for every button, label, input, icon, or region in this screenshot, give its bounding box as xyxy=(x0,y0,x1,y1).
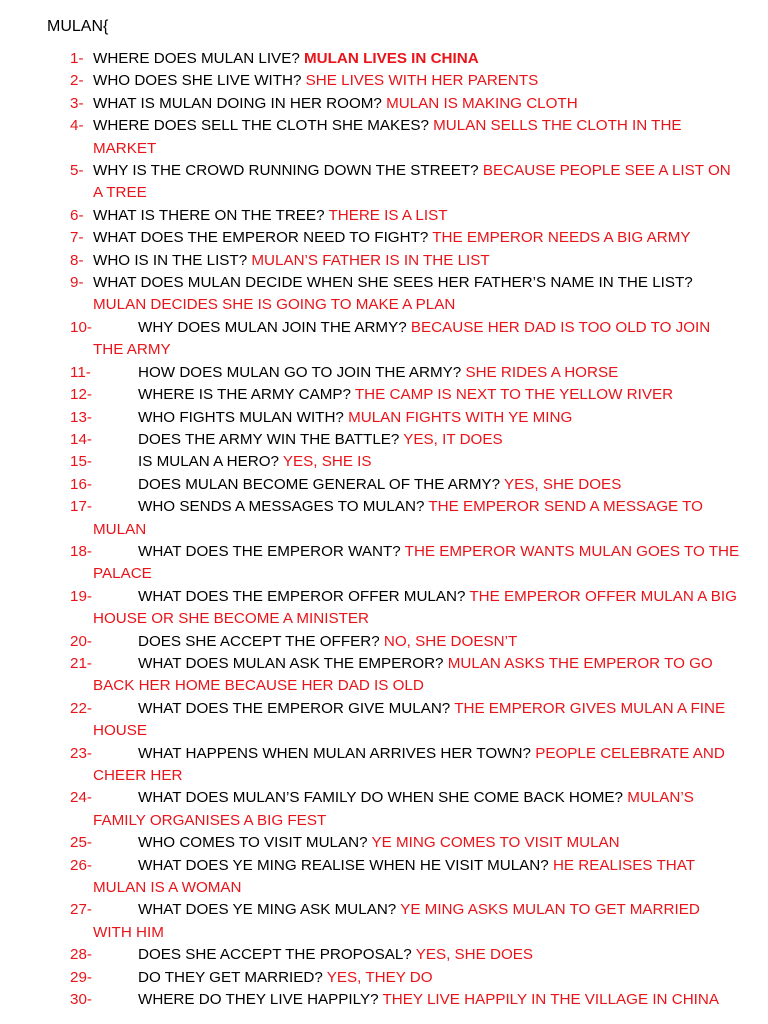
item-number: 16- xyxy=(70,475,92,493)
item-number: 25- xyxy=(70,834,92,852)
item-number: 11- xyxy=(70,363,91,381)
question-text: WHERE DO THEY LIVE HAPPILY? xyxy=(138,991,379,1009)
question-text: WHAT DOES THE EMPEROR OFFER MULAN? xyxy=(138,587,466,605)
answer-text: THE EMPEROR OFFER MULAN A BIG HOUSE OR SHE BECOME A MINISTER xyxy=(93,587,737,628)
list-item xyxy=(0,586,768,631)
item-number: 24- xyxy=(70,789,92,807)
item-number: 5- xyxy=(70,162,84,180)
item-number: 19- xyxy=(70,587,92,605)
question-text: DOES MULAN BECOME GENERAL OF THE ARMY? xyxy=(138,475,501,493)
item-number: 30- xyxy=(70,991,92,1009)
question-text: WHAT DOES THE EMPEROR NEED TO FIGHT? xyxy=(93,229,429,247)
list-item xyxy=(0,205,768,227)
answer-text: MULAN FIGHTS WITH YE MING xyxy=(348,408,573,426)
answer-text: THE EMPEROR NEEDS A BIG ARMY xyxy=(432,229,691,247)
question-text: WHO IS IN THE LIST? xyxy=(93,251,248,269)
answer-text: MULAN IS MAKING CLOTH xyxy=(386,94,578,112)
list-item xyxy=(0,474,768,496)
item-number: 15- xyxy=(70,453,92,471)
answer-text: BECAUSE HER DAD IS TOO OLD TO JOIN THE ARMY xyxy=(93,318,711,359)
answer-text: SHE LIVES WITH HER PARENTS xyxy=(305,72,539,90)
question-text: WHAT DOES YE MING ASK MULAN? xyxy=(138,901,397,919)
item-number: 28- xyxy=(70,946,92,964)
list-item xyxy=(0,70,768,92)
question-text: WHO FIGHTS MULAN WITH? xyxy=(138,408,344,426)
question-text: WHAT DOES YE MING REALISE WHEN HE VISIT MULAN? xyxy=(138,856,549,874)
item-number: 4- xyxy=(70,117,84,135)
item-number: 1- xyxy=(70,50,84,67)
item-number: 13- xyxy=(70,408,92,426)
question-text: WHAT IS MULAN DOING IN HER ROOM? xyxy=(93,94,382,112)
answer-text: HE REALISES THAT MULAN IS A WOMAN xyxy=(93,856,695,897)
answer-text: SHE RIDES A HORSE xyxy=(465,363,619,381)
item-number: 8- xyxy=(70,251,84,269)
item-number: 14- xyxy=(70,430,92,448)
question-text: WHERE IS THE ARMY CAMP? xyxy=(138,386,351,404)
answer-text: THE EMPEROR WANTS MULAN GOES TO THE PALACE xyxy=(93,542,740,583)
item-number: 9- xyxy=(70,274,84,292)
answer-text: MULAN DECIDES SHE IS GOING TO MAKE A PLAN xyxy=(93,296,456,314)
question-text: DOES SHE ACCEPT THE OFFER? xyxy=(138,632,380,650)
item-number: 26- xyxy=(70,856,92,874)
item-number: 3- xyxy=(70,94,84,112)
list-item xyxy=(0,362,768,384)
answer-text: YES, THEY DO xyxy=(326,968,433,986)
list-item xyxy=(0,944,768,966)
list-item xyxy=(0,115,768,160)
list-item xyxy=(0,451,768,473)
question-text: DOES SHE ACCEPT THE PROPOSAL? xyxy=(138,946,412,964)
list-item xyxy=(0,989,768,1011)
question-text: DOES THE ARMY WIN THE BATTLE? xyxy=(138,430,404,448)
item-number: 12- xyxy=(70,386,92,404)
question-text: HOW DOES MULAN GO TO JOIN THE ARMY? xyxy=(138,363,462,381)
answer-text: MULAN’S FAMILY ORGANISES A BIG FEST xyxy=(93,789,694,829)
list-item xyxy=(0,631,768,653)
question-text: WHAT DOES MULAN ASK THE EMPEROR? xyxy=(138,654,444,672)
item-number: 29- xyxy=(70,968,92,986)
question-list xyxy=(0,48,768,1011)
question-text: WHAT HAPPENS WHEN MULAN ARRIVES HER TOWN? xyxy=(138,744,531,762)
list-item xyxy=(0,653,768,698)
answer-text: MULAN ASKS THE EMPEROR TO GO BACK HER HOME BECAUSE HER DAD IS OLD xyxy=(93,654,713,695)
item-number: 10- xyxy=(70,318,92,336)
answer-text: THEY LIVE HAPPILY IN THE VILLAGE IN CHINA xyxy=(382,991,719,1009)
list-item xyxy=(0,743,768,788)
list-item xyxy=(0,227,768,249)
list-item xyxy=(0,832,768,854)
question-text: WHY IS THE CROWD RUNNING DOWN THE STREET? xyxy=(93,162,479,180)
answer-text: PEOPLE CELEBRATE AND CHEER HER xyxy=(93,744,725,784)
answer-text: NO, SHE DOESN’T xyxy=(383,632,518,650)
item-number: 6- xyxy=(70,206,84,224)
list-item xyxy=(0,250,768,272)
answer-text: MULAN’S FATHER IS IN THE LIST xyxy=(251,251,490,269)
question-text: WHAT DOES MULAN’S FAMILY DO WHEN SHE COME BACK HOME? xyxy=(138,789,623,807)
question-text: IS MULAN A HERO? xyxy=(138,453,279,471)
list-item xyxy=(0,698,768,743)
question-text: WHERE DOES SELL THE CLOTH SHE MAKES? xyxy=(93,117,429,135)
item-number: 21- xyxy=(70,654,92,672)
list-item xyxy=(0,272,768,317)
question-text: WHAT DOES THE EMPEROR WANT? xyxy=(138,542,401,560)
answer-text: YE MING COMES TO VISIT MULAN xyxy=(371,834,620,852)
list-item xyxy=(0,407,768,429)
answer-text: THE EMPEROR GIVES MULAN A FINE HOUSE xyxy=(93,699,726,740)
list-item xyxy=(0,160,768,205)
question-text: WHO COMES TO VISIT MULAN? xyxy=(138,834,368,852)
question-text: WHO DOES SHE LIVE WITH? xyxy=(93,72,302,90)
list-item xyxy=(0,48,768,70)
answer-text: YES, SHE IS xyxy=(282,453,372,471)
list-item xyxy=(0,429,768,451)
answer-text: THERE IS A LIST xyxy=(328,206,448,224)
question-text: WHO SENDS A MESSAGES TO MULAN? xyxy=(138,498,425,516)
list-item xyxy=(0,496,768,541)
item-number: 7- xyxy=(70,229,84,247)
list-item xyxy=(0,317,768,362)
question-text: WHAT IS THERE ON THE TREE? xyxy=(93,206,325,224)
question-text: WHAT DOES MULAN DECIDE WHEN SHE SEES HER FATHER’S NAME IN THE LIST? xyxy=(93,274,693,292)
answer-text: YE MING ASKS MULAN TO GET MARRIED WITH HIM xyxy=(93,901,700,941)
item-number: 22- xyxy=(70,699,92,717)
answer-text: BECAUSE PEOPLE SEE A LIST ON A TREE xyxy=(93,162,731,202)
answer-text: THE EMPEROR SEND A MESSAGE TO MULAN xyxy=(93,498,703,538)
list-item xyxy=(0,855,768,900)
question-text: WHERE DOES MULAN LIVE? xyxy=(93,50,300,67)
item-number: 23- xyxy=(70,744,92,762)
list-item xyxy=(0,967,768,989)
question-text: DO THEY GET MARRIED? xyxy=(138,968,323,986)
item-number: 2- xyxy=(70,72,84,90)
question-text: WHY DOES MULAN JOIN THE ARMY? xyxy=(138,318,407,336)
answer-text: MULAN LIVES IN CHINA xyxy=(304,50,479,67)
list-item xyxy=(0,899,768,944)
item-number: 20- xyxy=(70,632,92,650)
answer-text: YES, SHE DOES xyxy=(504,475,622,493)
answer-text: THE CAMP IS NEXT TO THE YELLOW RIVER xyxy=(354,386,674,404)
document-title: MULAN{ xyxy=(47,18,109,35)
list-item xyxy=(0,541,768,586)
list-item xyxy=(0,93,768,115)
answer-text: YES, SHE DOES xyxy=(415,946,534,964)
list-item xyxy=(0,787,768,832)
list-item xyxy=(0,384,768,406)
item-number: 27- xyxy=(70,901,92,919)
answer-text: YES, IT DOES xyxy=(403,430,503,448)
answer-text: MULAN SELLS THE CLOTH IN THE MARKET xyxy=(93,117,682,157)
item-number: 17- xyxy=(70,498,92,516)
question-text: WHAT DOES THE EMPEROR GIVE MULAN? xyxy=(138,699,451,717)
item-number: 18- xyxy=(70,542,92,560)
